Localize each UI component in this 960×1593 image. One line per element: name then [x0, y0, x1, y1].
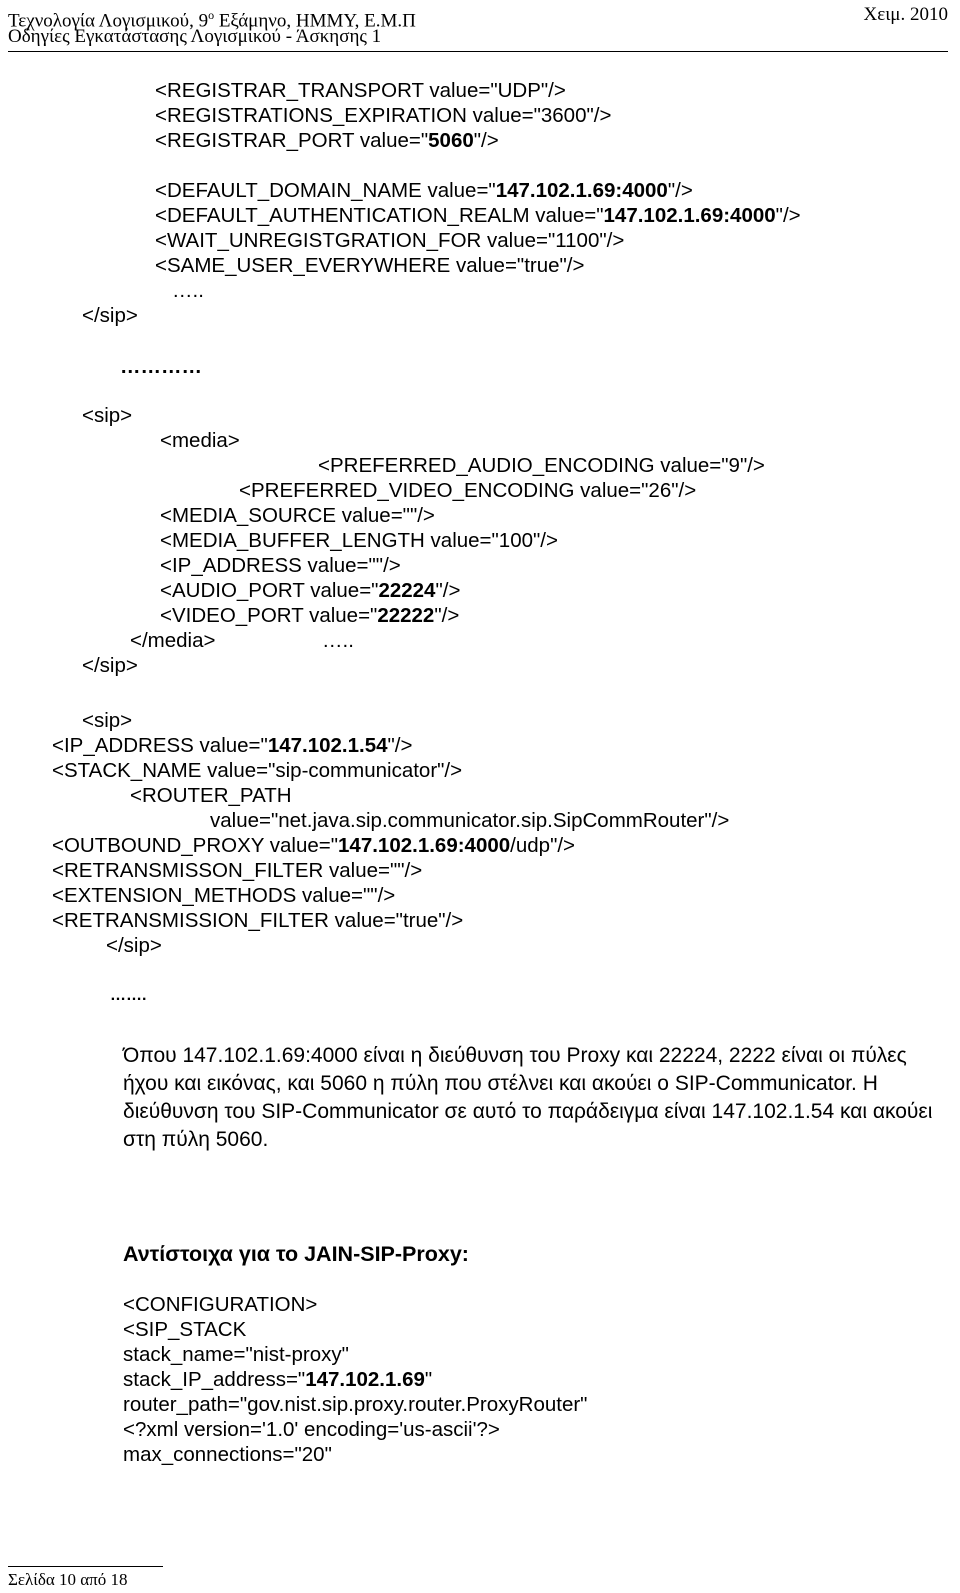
code-line: <REGISTRATIONS_EXPIRATION value="3600"/> [155, 104, 612, 127]
code-line: <EXTENSION_METHODS value=""/> [52, 884, 396, 907]
code-line: <sip> [82, 709, 133, 732]
code-line: <SAME_USER_EVERYWHERE value="true"/> [155, 254, 585, 277]
code-line: <RETRANSMISSON_FILTER value=""/> [52, 859, 423, 882]
code-line: <MEDIA_BUFFER_LENGTH value="100"/> [160, 529, 558, 552]
code-line: <MEDIA_SOURCE value=""/> [160, 504, 435, 527]
code-line: </sip> [82, 654, 138, 677]
header-divider [8, 51, 948, 52]
footer-divider [8, 1566, 163, 1567]
code-line: <AUDIO_PORT value="22224"/> [160, 579, 461, 602]
code-line: <WAIT_UNREGISTGRATION_FOR value="1100"/> [155, 229, 625, 252]
code-line: <DEFAULT_AUTHENTICATION_REALM value="147.102.1.69:4000"/> [155, 204, 801, 227]
ellipsis: ….. [322, 629, 354, 652]
code-line: <SIP_STACK [123, 1318, 247, 1341]
code-line: <PREFERRED_VIDEO_ENCODING value="26"/> [239, 479, 697, 502]
page-number: Σελίδα 10 από 18 [8, 1570, 128, 1589]
code-line: <VIDEO_PORT value="22222"/> [160, 604, 460, 627]
explanation-paragraph: Όπου 147.102.1.69:4000 είναι η διεύθυνση του Proxy και 22224, 2222 είναι οι πύλες ήχου και εικόνας, και 5060 η πύλη που στέλνει και ακούει ο SIP-Communicator. Η διεύθυνση του SIP-Communicator σε αυτό το παράδειγμα είναι 147.102.1.54 και ακούει στη πύλη 5060. [123, 1044, 933, 1151]
section-heading: Αντίστοιχα για το JAIN-SIP-Proxy: [123, 1242, 469, 1266]
code-line: stack_IP_address="147.102.1.69" [123, 1368, 433, 1391]
code-line: </sip> [82, 304, 138, 327]
code-line: <IP_ADDRESS value="147.102.1.54"/> [52, 734, 413, 757]
page-header-semester: Χειμ. 2010 [863, 4, 948, 25]
code-line: </media> [130, 629, 216, 652]
code-line: <REGISTRAR_PORT value="5060"/> [155, 129, 499, 152]
page-header-subtitle: Οδηγίες Εγκατάστασης Λογισμικού - Άσκησης 1 [8, 26, 382, 47]
code-line: </sip> [106, 934, 162, 957]
code-line: <CONFIGURATION> [123, 1293, 318, 1316]
code-line: value="net.java.sip.communicator.sip.SipCommRouter"/> [210, 809, 730, 832]
code-line: <REGISTRAR_TRANSPORT value="UDP"/> [155, 79, 566, 102]
separator-dots: ………… [120, 355, 202, 378]
code-line: max_connections="20" [123, 1443, 332, 1466]
code-line: <OUTBOUND_PROXY value="147.102.1.69:4000/udp"/> [52, 834, 576, 857]
code-line: <ROUTER_PATH [130, 784, 292, 807]
code-line: <media> [160, 429, 240, 452]
code-line: <PREFERRED_AUDIO_ENCODING value="9"/> [318, 454, 765, 477]
code-line: <IP_ADDRESS value=""/> [160, 554, 401, 577]
separator-dots: ……. [110, 987, 147, 1004]
code-line: router_path="gov.nist.sip.proxy.router.ProxyRouter" [123, 1393, 588, 1416]
code-line: <STACK_NAME value="sip-communicator"/> [52, 759, 463, 782]
code-line: stack_name="nist-proxy" [123, 1343, 349, 1366]
page-header-title: Τεχνολογία Λογισμικού, $9^o$ Εξάμηνο, ΗΜΜΥ, Ε.Μ.Π [8, 8, 416, 32]
code-line: <sip> [82, 404, 133, 427]
code-line: <?xml version='1.0' encoding='us-ascii'?> [123, 1418, 500, 1441]
ellipsis: ….. [172, 279, 204, 302]
code-line: <RETRANSMISSION_FILTER value="true"/> [52, 909, 464, 932]
code-line: <DEFAULT_DOMAIN_NAME value="147.102.1.69:4000"/> [155, 179, 693, 202]
